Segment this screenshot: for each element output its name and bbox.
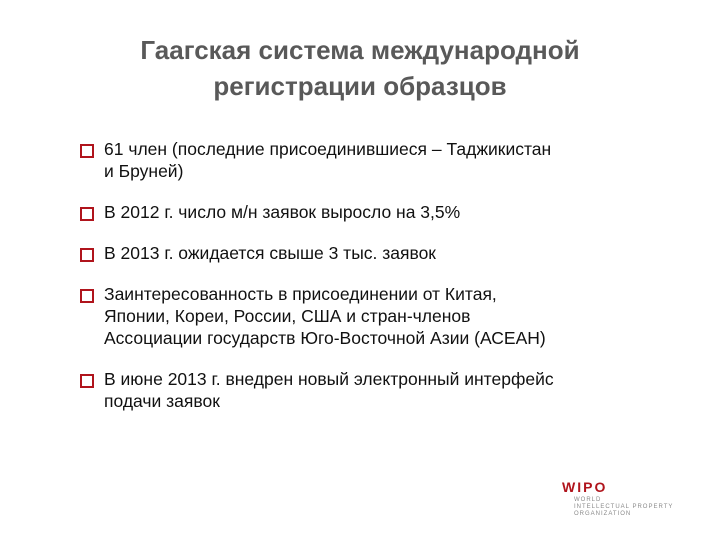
bullet-item xyxy=(80,201,680,223)
bullet-item xyxy=(80,138,680,182)
slide-title xyxy=(0,32,720,104)
square-bullet-icon xyxy=(80,144,94,158)
bullet-line: Японии, Кореи, России, США и стран-членов xyxy=(104,306,471,326)
square-bullet-icon xyxy=(80,248,94,262)
bullet-item xyxy=(80,242,680,264)
bullet-line: 61 член (последние присоединившиеся – Таджикистан xyxy=(104,139,552,159)
bullet-line: В июне 2013 г. внедрен новый электронный интерфейс xyxy=(104,369,554,389)
logo-line-3: ORGANIZATION xyxy=(574,511,632,517)
bullet-line: и Бруней) xyxy=(104,161,184,181)
bullet-line: Заинтересованность в присоединении от Китая, xyxy=(104,284,497,304)
bullet-text xyxy=(104,368,554,412)
bullet-text xyxy=(104,283,546,349)
bullet-item xyxy=(80,368,680,412)
bullet-list xyxy=(80,138,680,431)
bullet-line: В 2013 г. ожидается свыше 3 тыс. заявок xyxy=(104,243,436,263)
bullet-line: Ассоциации государств Юго-Восточной Азии (АСЕАН) xyxy=(104,328,546,348)
bullet-text xyxy=(104,201,460,223)
logo-line-2: INTELLECTUAL PROPERTY xyxy=(574,504,674,510)
bullet-line: В 2012 г. число м/н заявок выросло на 3,5% xyxy=(104,202,461,222)
logo-line-1: WORLD xyxy=(574,497,602,503)
bullet-item xyxy=(80,283,680,349)
square-bullet-icon xyxy=(80,207,94,221)
title-line-1: Гаагская система международной xyxy=(140,35,580,65)
square-bullet-icon xyxy=(80,289,94,303)
bullet-text xyxy=(104,138,551,182)
logo-wordmark: WIPO xyxy=(562,479,608,495)
bullet-line: подачи заявок xyxy=(104,391,220,411)
bullet-text xyxy=(104,242,436,264)
wipo-logo xyxy=(560,476,700,520)
square-bullet-icon xyxy=(80,374,94,388)
title-line-2: регистрации образцов xyxy=(213,71,507,101)
